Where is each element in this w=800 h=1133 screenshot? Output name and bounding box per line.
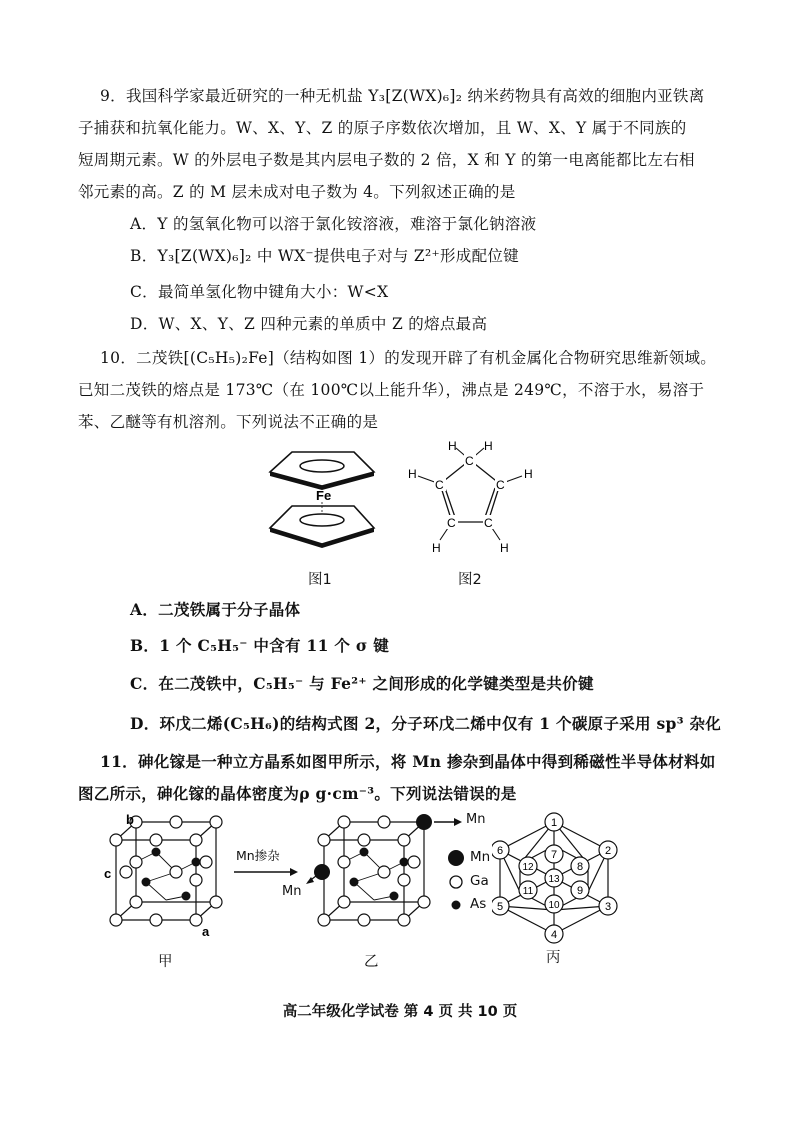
doping-arrow-icon [232, 866, 298, 878]
caption-bing: 丙 [546, 950, 561, 966]
legend-ga: Ga [470, 873, 489, 889]
q9-option-b: B．Y₃[Z(WX)₆]₂ 中 WX⁻提供电子对与 Z²⁺形成配位键 [130, 247, 519, 265]
q11-line-2: 图乙所示，砷化镓的晶体密度为ρ g·cm⁻³。下列说法错误的是 [78, 784, 517, 803]
atom-h: H [500, 541, 509, 555]
fig2-caption: 图2 [458, 572, 482, 588]
axis-label-c: c [104, 866, 112, 881]
mn-arrow-icon [434, 816, 462, 828]
atom-c: C [447, 516, 456, 530]
q9-line-4: 邻元素的高。Z 的 M 层未成对电子数为 4。下列叙述正确的是 [78, 183, 516, 201]
atom-c: C [496, 478, 505, 492]
legend-mn: Mn [470, 849, 491, 865]
hex-number: 10 [548, 900, 560, 911]
legend-mn-marker [448, 850, 464, 866]
hex-number: 13 [548, 874, 560, 885]
doping-label: Mn掺杂 [236, 848, 280, 863]
fe-label: Fe [316, 488, 332, 503]
q10-line-1: 10．二茂铁[(C₅H₅)₂Fe]（结构如图 1）的发现开辟了有机金属化合物研究思维新领域。 [100, 349, 717, 367]
q9-line-3: 短周期元素。W 的外层电子数是其内层电子数的 2 倍，X 和 Y 的第一电离能都比左右相 [78, 151, 695, 169]
hex-number: 8 [576, 861, 584, 873]
cyclopentadiene-figure [400, 440, 540, 558]
q9-option-c: C．最简单氢化物中键角大小：W<X [130, 283, 389, 301]
ferrocene-figure [262, 442, 380, 552]
hex-number: 11 [522, 886, 534, 897]
legend-ga-marker [450, 876, 462, 888]
axis-label-b: b [126, 812, 134, 827]
hex-number: 4 [550, 929, 558, 941]
atom-h: H [524, 467, 533, 481]
hex-number: 2 [604, 845, 612, 857]
crystal-yi-figure [300, 806, 450, 954]
q10-option-d: D．环戊二烯(C₅H₆)的结构式图 2，分子环戊二烯中仅有 1 个碳原子采用 sp³ 杂化 [130, 714, 722, 733]
hex-number: 12 [522, 862, 534, 873]
axis-label-a: a [202, 924, 210, 939]
atom-c: C [435, 478, 444, 492]
atom-h: H [432, 541, 441, 555]
page-footer: 高二年级化学试卷 第 4 页 共 10 页 [282, 1004, 518, 1020]
fig1-caption: 图1 [308, 572, 332, 588]
hex-number: 6 [496, 845, 504, 857]
hex-number: 9 [576, 885, 584, 897]
legend-as: As [470, 896, 487, 912]
hex-number: 3 [604, 901, 612, 913]
legend-as-marker [452, 901, 461, 910]
crystal-bing-figure [492, 812, 622, 944]
q9-line-1: 9．我国科学家最近研究的一种无机盐 Y₃[Z(WX)₆]₂ 纳米药物具有高效的细胞内亚铁离 [100, 87, 705, 105]
atom-h: H [484, 440, 493, 453]
atom-c: C [465, 454, 474, 468]
q10-line-2: 已知二茂铁的熔点是 173℃（在 100℃以上能升华），沸点是 249℃，不溶于水，易溶于 [78, 381, 705, 399]
q10-line-3: 苯、乙醚等有机溶剂。下列说法不正确的是 [78, 413, 379, 431]
legend-markers [446, 848, 466, 918]
q9-option-d: D．W、X、Y、Z 四种元素的单质中 Z 的熔点最高 [130, 315, 488, 333]
caption-yi: 乙 [364, 954, 379, 970]
mn-label-left: Mn [282, 884, 302, 899]
hex-number: 7 [550, 849, 558, 861]
q9-line-2: 子捕获和抗氧化能力。W、X、Y、Z 的原子序数依次增加，且 W、X、Y 属于不同族的 [78, 119, 687, 137]
q10-option-b: B．1 个 C₅H₅⁻ 中含有 11 个 σ 键 [130, 636, 390, 655]
atom-h: H [408, 467, 417, 481]
q9-option-a: A．Y 的氢氧化物可以溶于氯化铵溶液，难溶于氯化钠溶液 [130, 215, 537, 233]
q10-option-c: C．在二茂铁中，C₅H₅⁻ 与 Fe²⁺ 之间形成的化学键类型是共价键 [130, 674, 594, 693]
mn-label-top: Mn [466, 812, 486, 827]
hex-number: 1 [550, 817, 558, 829]
atom-h: H [448, 440, 457, 453]
atom-c: C [484, 516, 493, 530]
q11-line-1: 11．砷化镓是一种立方晶系如图甲所示，将 Mn 掺杂到晶体中得到稀磁性半导体材料如 [100, 752, 716, 771]
crystal-jia-figure [96, 812, 236, 954]
q10-option-a: A．二茂铁属于分子晶体 [130, 600, 301, 619]
caption-jia: 甲 [158, 954, 173, 970]
hex-number: 5 [496, 901, 504, 913]
